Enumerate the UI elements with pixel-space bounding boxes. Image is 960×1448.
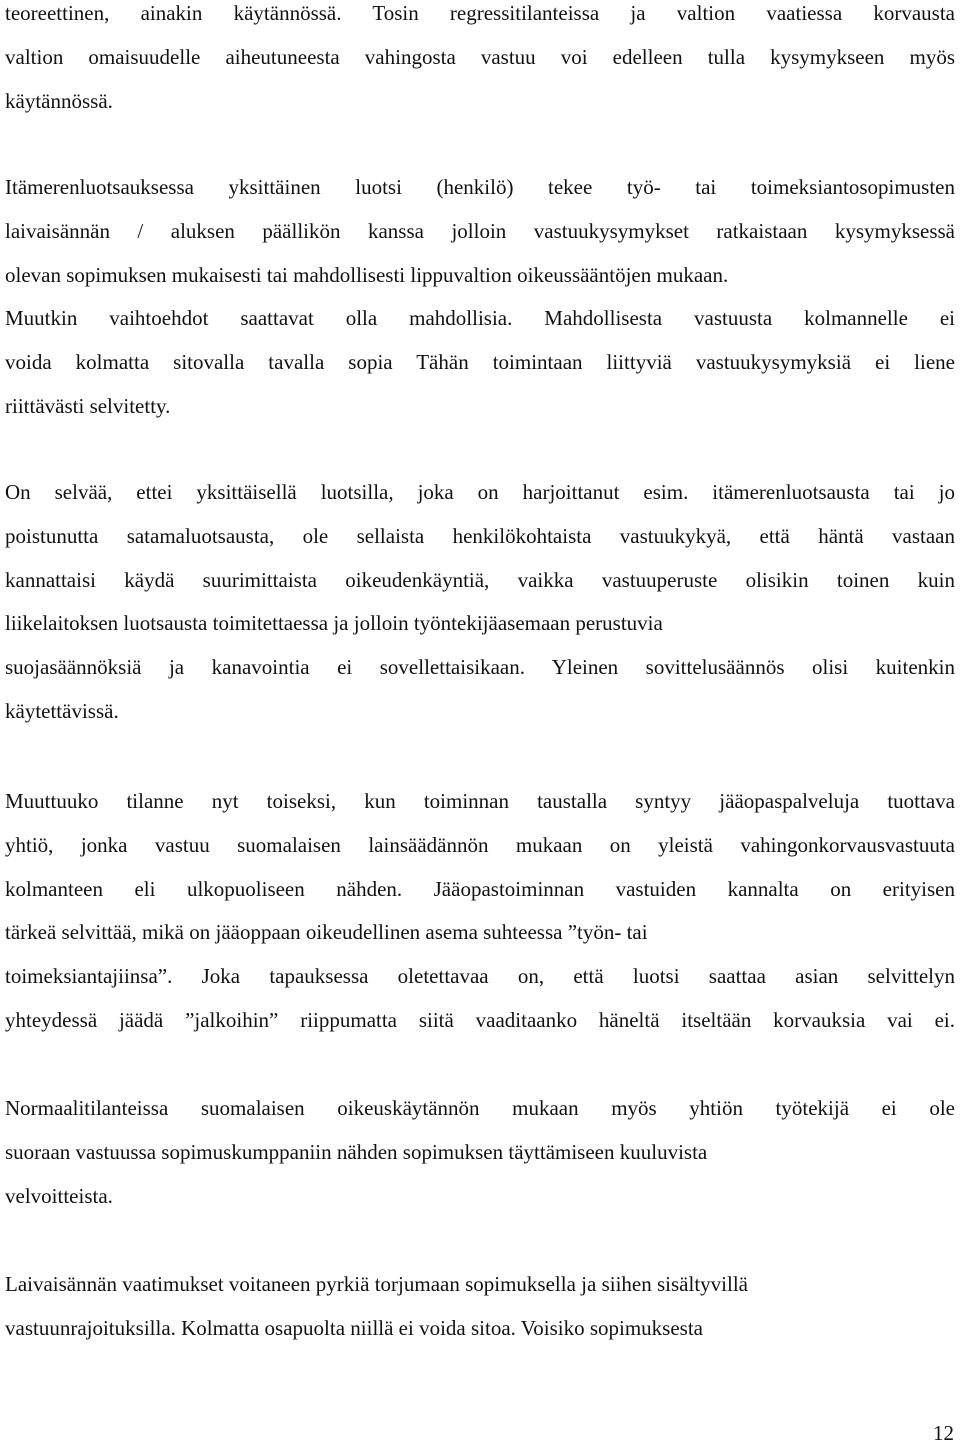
text-line: liikelaitoksen luotsausta toimitettaessa ja jolloin työntekijäasemaan perustuvia xyxy=(5,611,663,636)
text-line: yhtiö, jonka vastuu suomalaisen lainsäädännön mukaan on yleistä vahingonkorvausvastuuta xyxy=(5,832,955,857)
text-line: laivaisännän / aluksen päällikön kanssa jolloin vastuukysymykset ratkaistaan kysymyksessä xyxy=(5,218,955,243)
text-line: käytettävissä. xyxy=(5,698,119,723)
text-line: Laivaisännän vaatimukset voitaneen pyrkiä torjumaan sopimuksella ja siihen sisältyvillä xyxy=(5,1272,748,1296)
text-line: On selvää, ettei yksittäisellä luotsilla, joka on harjoittanut esim. itämerenluotsausta tai jo xyxy=(5,480,955,504)
text-line: vastuunrajoituksilla. Kolmatta osapuolta niillä ei voida sitoa. Voisiko sopimuksesta xyxy=(5,1315,703,1340)
text-line: käytännössä. xyxy=(5,88,113,113)
text-line: kolmanteen eli ulkopuoliseen nähden. Jääopastoiminnan vastuiden kannalta on erityisen xyxy=(5,876,955,901)
paragraph-4 xyxy=(5,780,955,1043)
text-line: voida kolmatta sitovalla tavalla sopia Tähän toimintaan liittyviä vastuukysymyksiä ei liene xyxy=(5,350,955,375)
text-line: Itämerenluotsauksessa yksittäinen luotsi (henkilö) tekee työ- tai toimeksiantosopimusten xyxy=(5,175,955,199)
text-line: yhteydessä jäädä ”jalkoihin” riippumatta siitä vaaditaanko häneltä itseltään korvauksia vai ei. xyxy=(5,1007,955,1032)
paragraph-3 xyxy=(5,471,955,734)
text-line: tärkeä selvittää, mikä on jääoppaan oikeudellinen asema suhteessa ”työn- tai xyxy=(5,920,648,945)
paragraph-5 xyxy=(5,1087,955,1218)
text-line: riittävästi selvitetty. xyxy=(5,393,171,418)
text-line: velvoitteista. xyxy=(5,1183,113,1208)
text-line: teoreettinen, ainakin käytännössä. Tosin regressitilanteissa ja valtion vaatiessa korvausta xyxy=(5,1,955,25)
paragraph-2 xyxy=(5,166,955,429)
text-line: Muuttuuko tilanne nyt toiseksi, kun toiminnan taustalla syntyy jääopaspalveluja tuottava xyxy=(5,789,955,813)
text-line: suoraan vastuussa sopimuskumppaniin nähden sopimuksen täyttämiseen kuuluvista xyxy=(5,1139,708,1164)
page-number: 12 xyxy=(933,1421,954,1445)
text-line: kannattaisi käydä suurimittaista oikeudenkäyntiä, vaikka vastuuperuste olisikin toinen kuin xyxy=(5,567,955,592)
text-line: poistunutta satamaluotsausta, ole sellaista henkilökohtaista vastuukykyä, että häntä vastaan xyxy=(5,523,955,548)
text-line: valtion omaisuudelle aiheutuneesta vahingosta vastuu voi edelleen tulla kysymykseen myös xyxy=(5,44,955,69)
paragraph-6 xyxy=(5,1263,955,1351)
text-line: Muutkin vaihtoehdot saattavat olla mahdollisia. Mahdollisesta vastuusta kolmannelle ei xyxy=(5,306,955,331)
text-line: toimeksiantajiinsa”. Joka tapauksessa oletettavaa on, että luotsi saattaa asian selvittelyn xyxy=(5,964,955,989)
text-line: suojasäännöksiä ja kanavointia ei sovellettaisikaan. Yleinen sovittelusäännös olisi kuitenkin xyxy=(5,655,955,680)
paragraph-1 xyxy=(5,0,955,123)
text-line: olevan sopimuksen mukaisesti tai mahdollisesti lippuvaltion oikeussääntöjen mukaan. xyxy=(5,262,729,287)
text-line: Normaalitilanteissa suomalaisen oikeuskäytännön mukaan myös yhtiön työtekijä ei ole xyxy=(5,1096,955,1120)
